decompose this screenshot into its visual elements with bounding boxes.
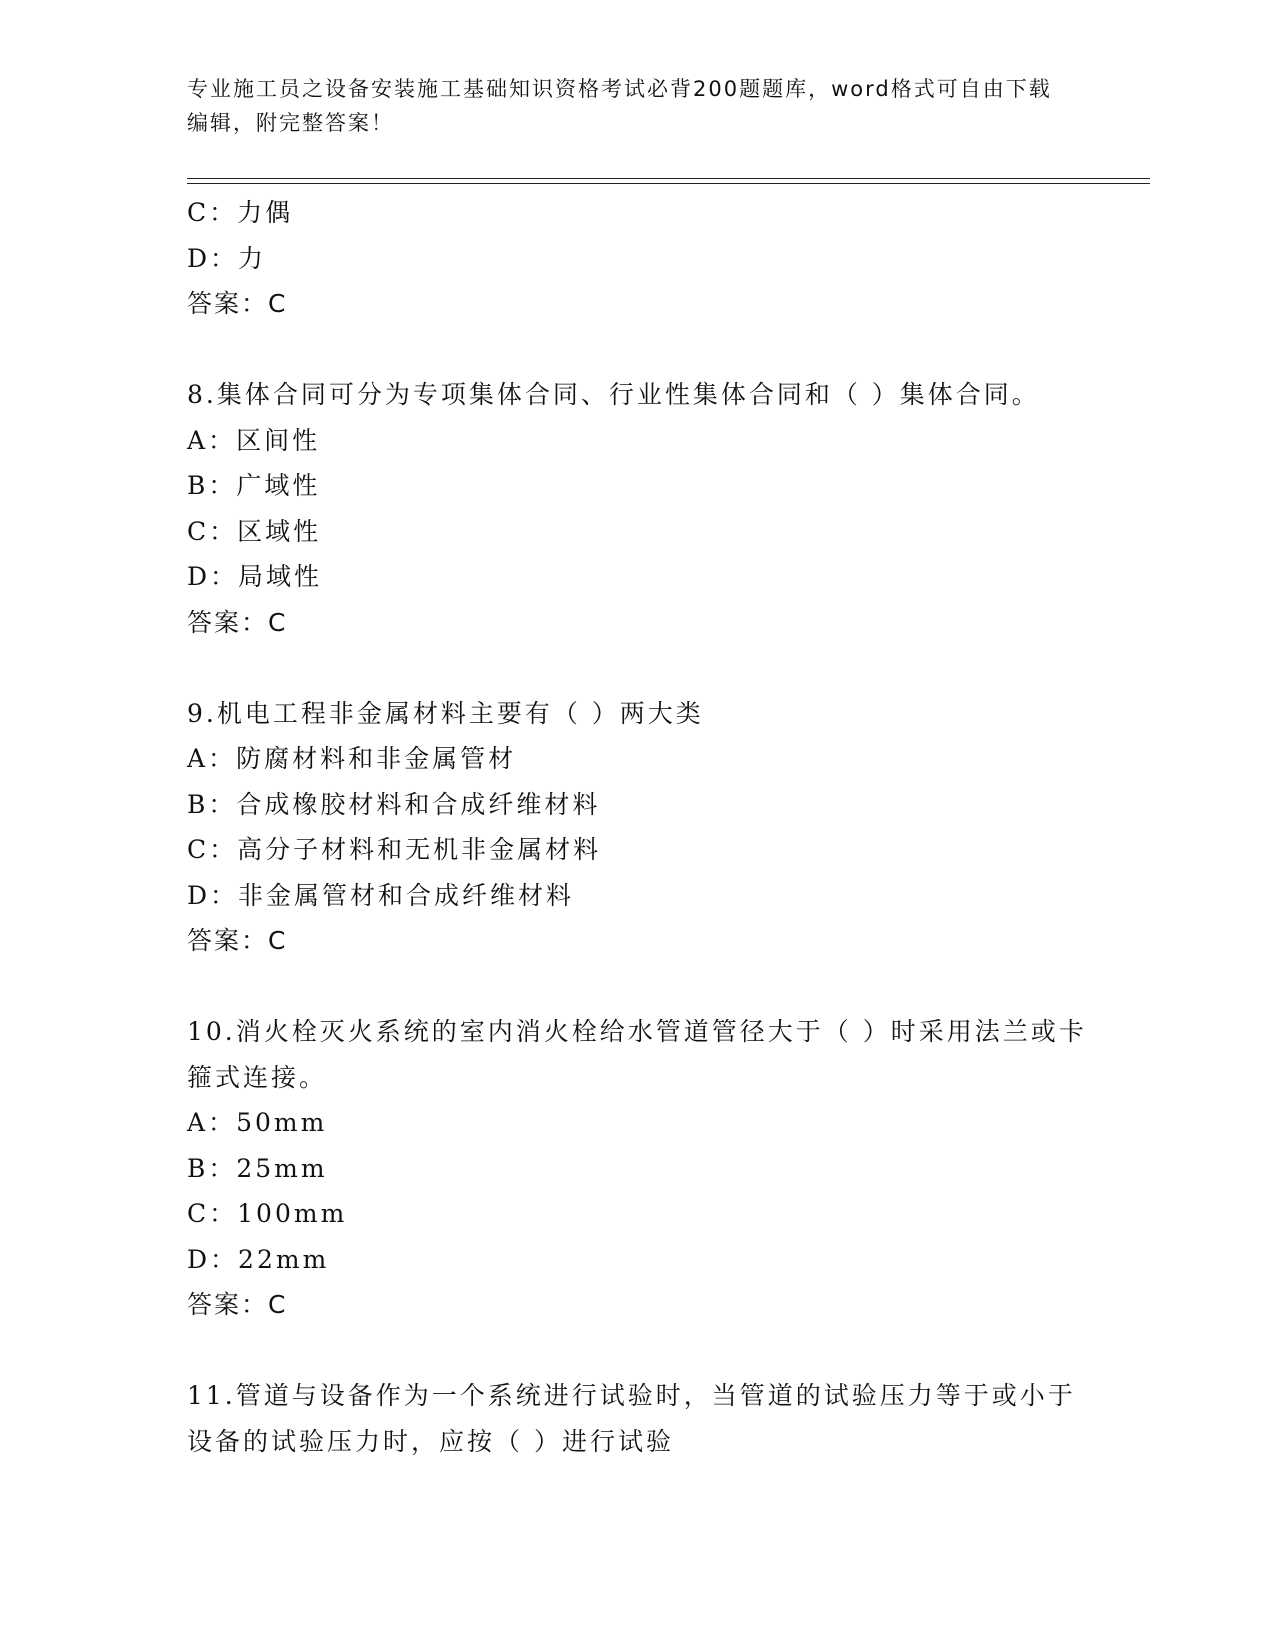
question-stem: 9.机电工程非金属材料主要有（ ）两大类: [187, 698, 704, 728]
option-a: A：50mm: [187, 1108, 328, 1137]
header-rule-bottom: [187, 183, 1150, 184]
answer: 答案：C: [187, 607, 288, 637]
option-d: D：局域性: [187, 562, 323, 591]
answer: 答案：C: [187, 1290, 288, 1319]
option-b: B：25mm: [187, 1153, 328, 1183]
question-stem: 11.管道与设备作为一个系统进行试验时，当管道的试验压力等于或小于设备的试验压力时，应按（ ）进行试验: [187, 1381, 1076, 1456]
question-carryover: [187, 190, 1087, 327]
answer: 答案：C: [187, 926, 288, 955]
option-c: C：力偶: [187, 198, 294, 227]
question-10: [187, 1009, 1087, 1328]
question-list: [187, 190, 1087, 1464]
option-a: A：防腐材料和非金属管材: [187, 744, 517, 773]
option-b: B：合成橡胶材料和合成纤维材料: [187, 789, 601, 819]
header-rule-top: [187, 178, 1150, 179]
question-stem: 10.消火栓灭火系统的室内消火栓给水管道管径大于（ ）时采用法兰或卡箍式连接。: [187, 1017, 1087, 1092]
question-11: [187, 1373, 1087, 1464]
option-c: C：100mm: [187, 1199, 348, 1228]
option-b: B：广域性: [187, 471, 321, 500]
document-header: [187, 72, 1067, 140]
option-a: A：区间性: [187, 425, 321, 455]
answer: 答案：C: [187, 289, 288, 318]
question-stem: 8.集体合同可分为专项集体合同、行业性集体合同和（ ）集体合同。: [187, 380, 1040, 409]
question-8: [187, 372, 1087, 645]
question-9: [187, 691, 1087, 964]
option-c: C：区域性: [187, 516, 322, 546]
option-d: D：22mm: [187, 1244, 330, 1274]
option-d: D：非金属管材和合成纤维材料: [187, 880, 575, 910]
option-c: C：高分子材料和无机非金属材料: [187, 835, 602, 864]
option-d: D：力: [187, 243, 267, 273]
header-title: 专业施工员之设备安装施工基础知识资格考试必背200题题库，word格式可自由下载编辑，附完整答案！: [187, 77, 1052, 135]
